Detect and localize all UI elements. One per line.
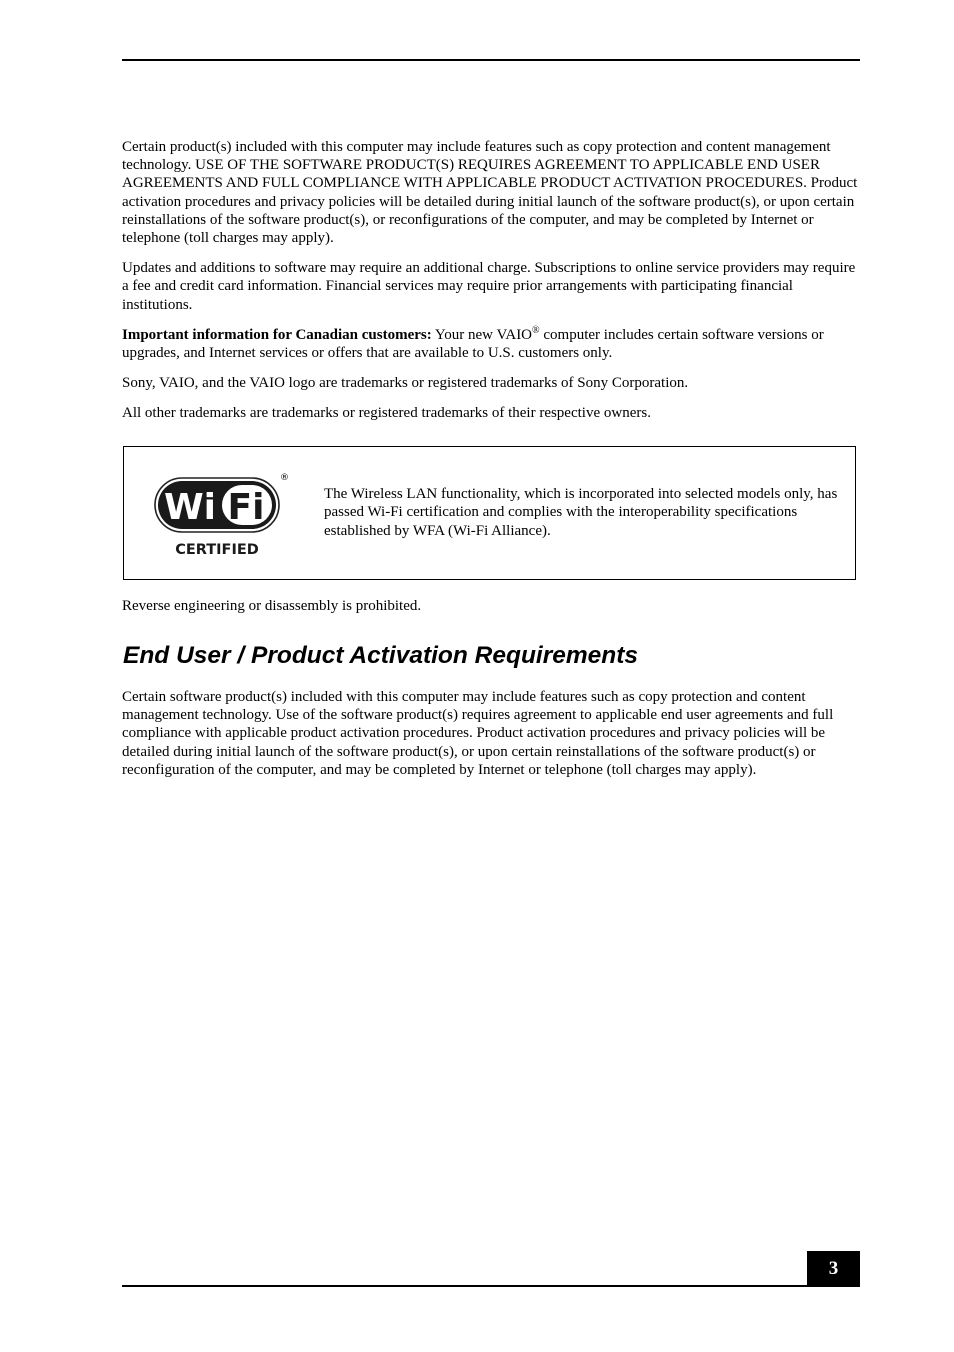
section-body-paragraph: Certain software product(s) included with this computer may include features such as copy protection and content management technology. Use of the software product(s) requires agreement to applicable end user agreements and full compliance with applicable product activation procedures. Product activation procedures and privacy policies will be detailed during initial launch of the software product(s), or upon certain reinstallations of the software product(s) or reconfiguration of the computer, and may be completed by Internet or telephone (toll charges may apply).	[122, 689, 834, 778]
logo-certified-text: CERTIFIED	[175, 542, 259, 558]
canadian-customers-label: Important information for Canadian customers:	[122, 326, 432, 343]
page-number: 3	[807, 1251, 860, 1287]
wifi-certification-box	[123, 446, 856, 580]
logo-wi-text: Wi	[163, 487, 217, 528]
reverse-engineering-notice: Reverse engineering or disassembly is prohibited.	[122, 598, 422, 614]
other-trademarks-paragraph: All other trademarks are trademarks or registered trademarks of their respective owners.	[122, 405, 651, 422]
logo-fi-text: Fi	[227, 487, 265, 528]
copy-protection-paragraph: Certain product(s) included with this computer may include features such as copy protection and content management technology. USE OF THE SOFTWARE PRODUCT(S) REQUIRES AGREEMENT TO APPLICABLE END USER AGREEMENTS AND FULL COMPLIANCE WITH APPLICABLE PRODUCT ACTIVATION PROCEDURES. Product activation procedures and privacy policies will be detailed during initial launch of the software product(s), or upon certain reinstallations of the software product(s), or reconfigurations of the computer, and may be completed by Internet or telephone (toll charges may apply).	[122, 139, 858, 247]
updates-paragraph: Updates and additions to software may require an additional charge. Subscriptions to online service providers may require a fee and credit card information. Financial services may require prior arrangements with participating financial institutions.	[122, 260, 856, 313]
canadian-customers-paragraph	[122, 326, 860, 362]
intro-text-block	[122, 138, 860, 423]
footer-rule	[122, 1285, 860, 1287]
registered-mark: ®	[532, 324, 540, 336]
sony-trademark-paragraph: Sony, VAIO, and the VAIO logo are trademarks or registered trademarks of Sony Corporation.	[122, 375, 689, 392]
canadian-text-part-b: computer includes certain software versions or upgrades, and Internet services or offers that are available to U.S. customers only.	[122, 326, 824, 362]
logo-registered-mark: ®	[280, 473, 289, 483]
section-heading: End User / Product Activation Requirements	[123, 642, 639, 669]
header-rule	[122, 59, 860, 61]
wifi-notice-text: The Wireless LAN functionality, which is incorporated into selected models only, has passed Wi-Fi certification and complies with the interoperability specifications established by WFA (Wi-Fi Alliance).	[324, 486, 838, 539]
wifi-certified-logo	[154, 473, 289, 559]
canadian-text-part-a: Your new VAIO	[431, 326, 533, 343]
